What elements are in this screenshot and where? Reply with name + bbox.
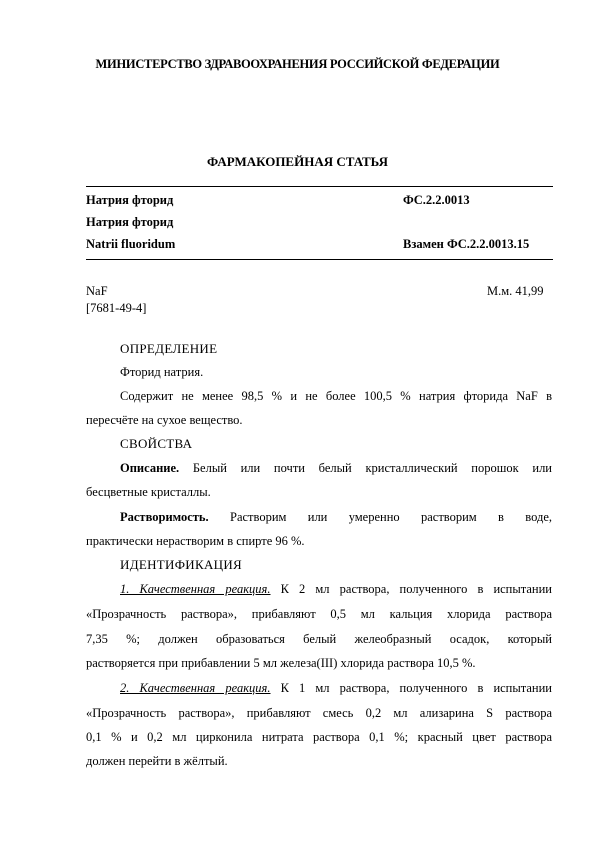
definition-heading: ОПРЕДЕЛЕНИЕ xyxy=(120,341,218,356)
name-latin: Natrii fluoridum xyxy=(86,237,176,251)
properties-heading: СВОЙСТВА xyxy=(120,436,193,451)
description-line: бесцветные кристаллы. xyxy=(86,485,211,499)
definition-line: Фторид натрия. xyxy=(120,365,204,379)
test1-line: 7,35 %; должен образоваться белый желеобразный осадок, который xyxy=(86,632,552,646)
definition-content-line: Содержит не менее 98,5 % и не более 100,5 % натрия фторида NaF в xyxy=(120,389,552,403)
top-divider xyxy=(86,186,553,187)
cas-number: [7681-49-4] xyxy=(86,301,147,315)
ministry-header: МИНИСТЕРСТВО ЗДРАВООХРАНЕНИЯ РОССИЙСКОЙ ФЕДЕРАЦИИ xyxy=(95,57,500,71)
identification-heading: ИДЕНТИФИКАЦИЯ xyxy=(120,557,242,572)
description-line xyxy=(86,461,552,476)
name-russian: Натрия фторид xyxy=(86,193,174,207)
chemical-formula: NaF xyxy=(86,284,108,298)
test1-label: 1. Качественная реакция. xyxy=(120,582,271,596)
replaces-code: Взамен ФС.2.2.0013.15 xyxy=(403,237,530,251)
test1-line: растворяется при прибавлении 5 мл железа(III) хлорида раствора 10,5 %. xyxy=(86,656,476,670)
solubility-line xyxy=(86,510,552,525)
test2-line: должен перейти в жёлтый. xyxy=(86,754,228,768)
solubility-label: Растворимость. xyxy=(120,510,209,524)
description-label: Описание. xyxy=(120,461,180,475)
test1-text: К 2 мл раствора, полученного в испытании xyxy=(280,582,552,596)
test1-line: «Прозрачность раствора», прибавляют 0,5 мл кальция хлорида раствора xyxy=(86,607,552,621)
solubility-text: Растворим или умеренно растворим в воде, xyxy=(230,510,552,524)
test2-text: К 1 мл раствора, полученного в испытании xyxy=(280,681,552,695)
test2-line xyxy=(86,681,552,696)
bottom-divider xyxy=(86,259,553,260)
test1-line xyxy=(86,582,552,597)
molar-mass: М.м. 41,99 xyxy=(487,284,544,298)
description-text: Белый или почти белый кристаллический порошок или xyxy=(192,461,552,475)
test2-line: «Прозрачность раствора», прибавляют смесь 0,2 мл ализарина S раствора xyxy=(86,706,552,720)
test2-line: 0,1 % и 0,2 мл цирконила нитрата раствора 0,1 %; красный цвет раствора xyxy=(86,730,552,744)
definition-content-line: пересчёте на сухое вещество. xyxy=(86,413,243,427)
article-code: ФС.2.2.0013 xyxy=(403,193,470,207)
document-title: ФАРМАКОПЕЙНАЯ СТАТЬЯ xyxy=(207,154,388,169)
name-russian-alt: Натрия фторид xyxy=(86,215,174,229)
test2-label: 2. Качественная реакция. xyxy=(120,681,271,695)
solubility-line: практически нерастворим в спирте 96 %. xyxy=(86,534,305,548)
